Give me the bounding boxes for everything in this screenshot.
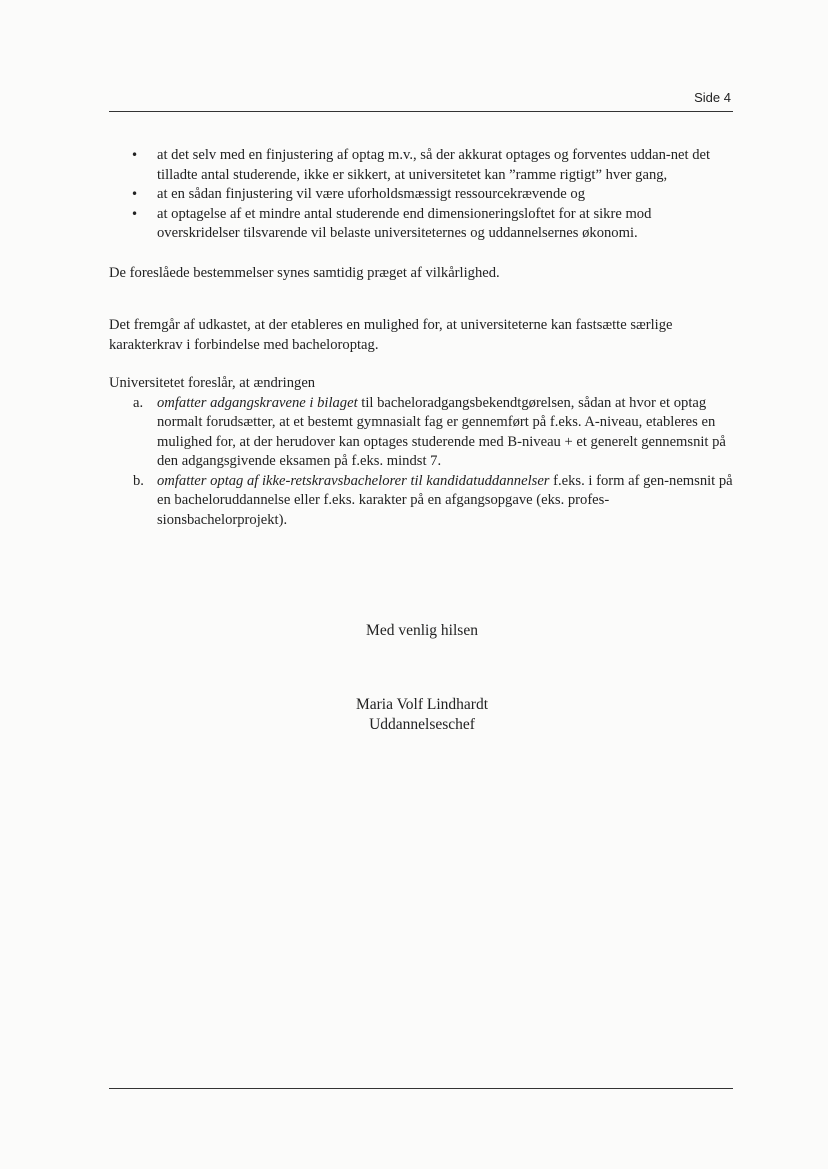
list-item <box>109 472 733 531</box>
proposal-text: f.eks. i form af gen-nemsnit på en bacheloruddannelse eller f.eks. karakter på en afgangsopgave (eks. profes-sionsbachelorprojekt). <box>157 472 733 528</box>
proposal-text: til bacheloradgangsbekendtgørelsen, sådan at hvor et optag normalt forudsætter, at et bestemt gymnasialt fag er gennemført på f.eks. A-niveau, etableres en mulighed for, at der herudover kan optages studerende med B-niveau + et generelt gennemsnit på den adgangsgivende eksamen på f.eks. mindst 7. <box>157 394 726 469</box>
paragraph-proposal-intro: Universitetet foreslår, at ændringen <box>109 375 316 391</box>
list-item-text: at en sådan finjustering vil være uforholdsmæssigt ressourcekrævende og <box>157 186 586 202</box>
list-item-text: at optagelse af et mindre antal studerende end dimensioneringsloftet for at sikre mod overskridelser tilsvarende vil belaste universiteternes og uddannelsernes økonomi. <box>157 205 652 241</box>
list-item <box>109 205 733 244</box>
page-number: Side 4 <box>694 90 731 105</box>
list-marker: b. <box>133 472 144 489</box>
list-item-text: at det selv med en finjustering af optag m.v., så der akkurat optages og forventes uddan-net det tilladte antal studerende, ikke er sikkert, at universitetet kan ”ramme rigtigt” hver gang, <box>157 147 711 183</box>
signature-block <box>0 695 828 735</box>
bullet-icon: • <box>131 187 139 201</box>
proposal-list <box>109 394 733 531</box>
list-marker: a. <box>133 394 144 411</box>
list-item <box>109 146 733 185</box>
signatory-name: Maria Volf Lindhardt <box>355 696 488 713</box>
list-item <box>109 394 733 472</box>
signatory-title: Uddannelseschef <box>369 716 475 733</box>
greeting-text: Med venlig hilsen <box>366 622 478 639</box>
paragraph-grade-requirements: Det fremgår af udkastet, at der etableres en mulighed for, at universiteterne kan fastsætte særlige karakterkrav i forbindelse med bacheloroptag. <box>109 317 673 353</box>
concern-list <box>109 146 733 244</box>
header-divider <box>109 111 733 112</box>
closing-greeting <box>0 622 828 640</box>
paragraph-arbitrariness: De foreslåede bestemmelser synes samtidig præget af vilkårlighed. <box>109 264 500 281</box>
letter-body <box>109 146 733 530</box>
proposal-emphasis: omfatter optag af ikke-retskravsbachelorer til kandidatuddannelser <box>157 472 550 489</box>
footer-divider <box>109 1088 733 1089</box>
bullet-icon: • <box>131 206 139 221</box>
list-item <box>109 185 733 205</box>
proposal-emphasis: omfatter adgangskravene i bilaget <box>157 394 358 411</box>
bullet-icon: • <box>131 148 139 162</box>
